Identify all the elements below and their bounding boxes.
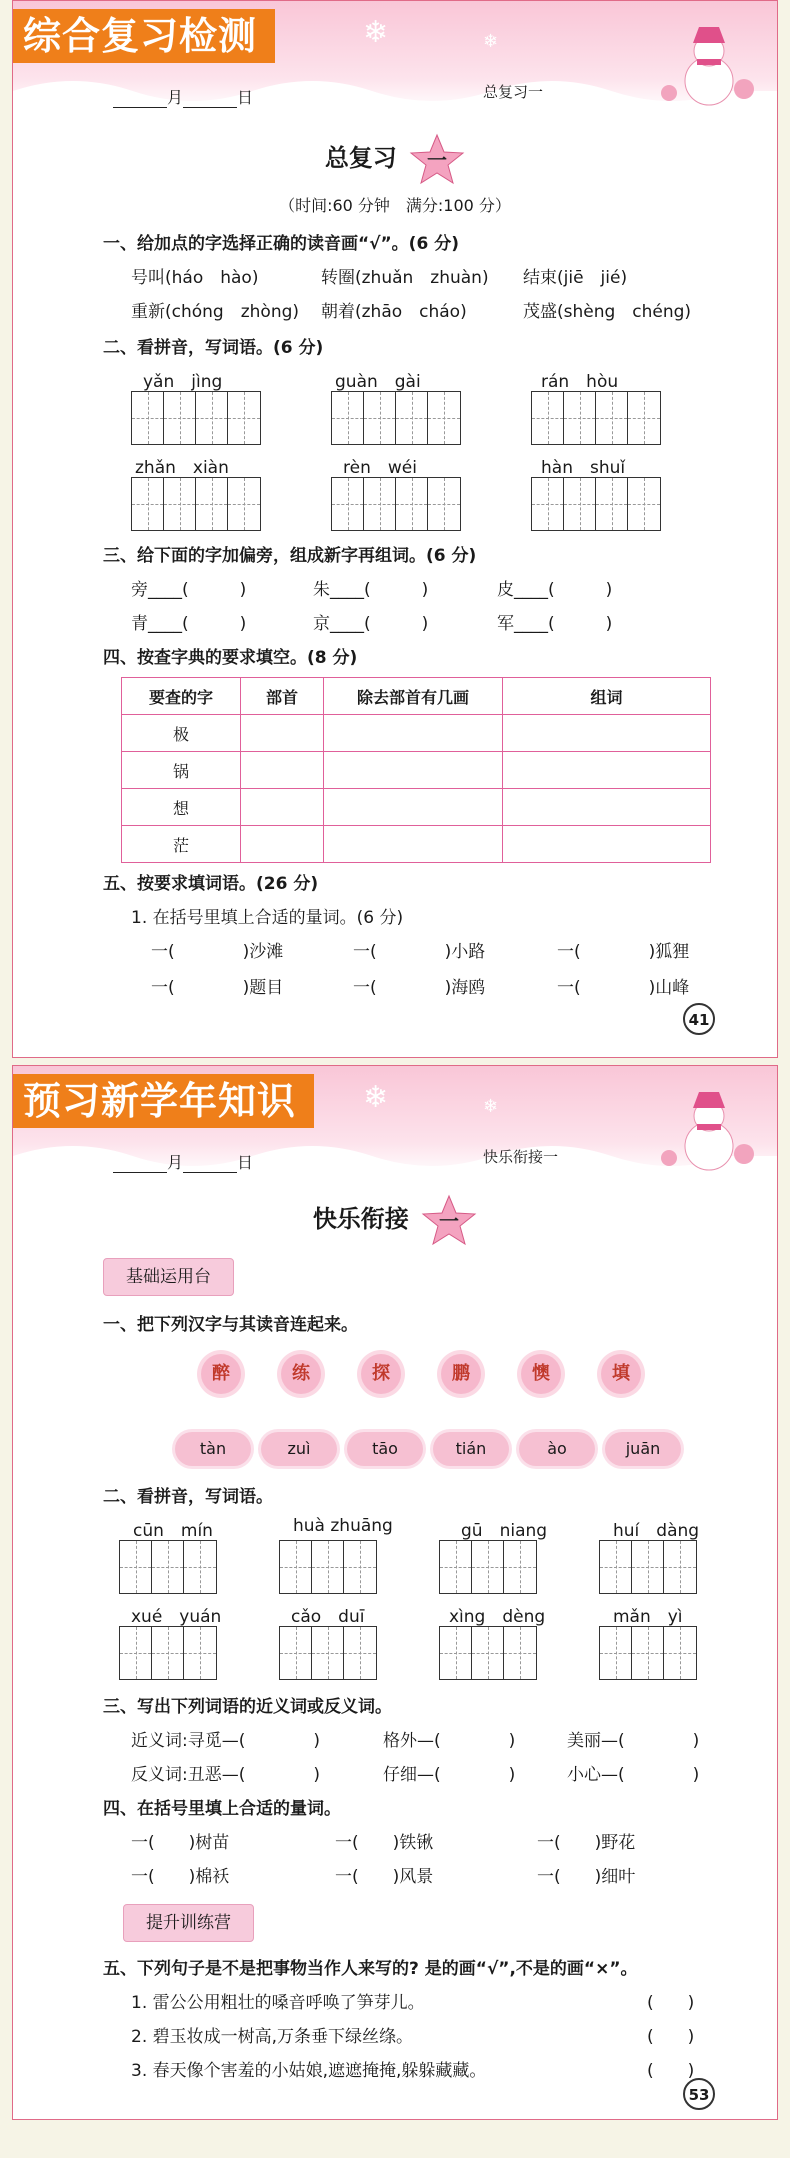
answer-cell[interactable] bbox=[324, 752, 503, 789]
month-blank[interactable] bbox=[113, 93, 167, 108]
q5-subheading: 1. 在括号里填上合适的量词。(6 分) bbox=[131, 908, 404, 928]
q3-item[interactable]: 美丽—( ) bbox=[567, 1731, 700, 1751]
char-flower[interactable]: 探 bbox=[361, 1354, 401, 1394]
pinyin-label: guàn gài bbox=[335, 372, 421, 392]
q1-item: 朝着(zhāo cháo) bbox=[321, 302, 467, 322]
table-header: 组词 bbox=[503, 678, 711, 715]
q1-item: 茂盛(shèng chéng) bbox=[523, 302, 692, 322]
writing-grid[interactable] bbox=[439, 1626, 537, 1680]
page-41 bbox=[12, 0, 778, 1058]
pinyin-pill[interactable]: tián bbox=[433, 1432, 509, 1466]
title-text: 快乐衔接 bbox=[312, 1205, 409, 1233]
pinyin-label: hàn shuǐ bbox=[541, 458, 626, 478]
answer-cell[interactable] bbox=[241, 789, 324, 826]
char-flower[interactable]: 练 bbox=[281, 1354, 321, 1394]
char-flower[interactable]: 醉 bbox=[201, 1354, 241, 1394]
char-flower[interactable]: 鹏 bbox=[441, 1354, 481, 1394]
page-53 bbox=[12, 1065, 778, 2120]
table-row bbox=[122, 826, 711, 863]
q5-item[interactable]: 一( )沙滩 bbox=[151, 942, 284, 962]
q3-item[interactable]: 军____( ) bbox=[497, 614, 613, 634]
q4-item[interactable]: 一( )棉袄 bbox=[131, 1867, 230, 1887]
q3-item[interactable]: 旁____( ) bbox=[131, 580, 247, 600]
char-flower[interactable]: 懊 bbox=[521, 1354, 561, 1394]
star-icon bbox=[409, 133, 465, 185]
writing-grid[interactable] bbox=[331, 477, 461, 531]
table-cell: 极 bbox=[122, 715, 241, 752]
snowman-illustration bbox=[649, 19, 759, 111]
table-cell: 想 bbox=[122, 789, 241, 826]
writing-grid[interactable] bbox=[119, 1540, 217, 1594]
q3-item[interactable]: 仔细—( ) bbox=[383, 1765, 516, 1785]
title-badge: 一 bbox=[427, 148, 448, 172]
month-label: 月 bbox=[167, 1153, 184, 1172]
q4-item[interactable]: 一( )树苗 bbox=[131, 1833, 230, 1853]
section-tag bbox=[483, 1146, 558, 1167]
snowflake-icon: ❄ bbox=[363, 15, 389, 50]
q2-heading: 二、看拼音，写词语。 bbox=[103, 1487, 273, 1507]
q1-item: 结束(jiē jié) bbox=[523, 268, 628, 288]
table-cell: 茫 bbox=[122, 826, 241, 863]
pinyin-pill[interactable]: ào bbox=[519, 1432, 595, 1466]
date-line bbox=[113, 1150, 253, 1173]
q3-item[interactable]: 格外—( ) bbox=[383, 1731, 516, 1751]
page-title bbox=[13, 1194, 777, 1246]
writing-grid[interactable] bbox=[531, 391, 661, 445]
dictionary-table bbox=[121, 677, 711, 863]
answer-cell[interactable] bbox=[241, 752, 324, 789]
table-header: 要查的字 bbox=[122, 678, 241, 715]
pinyin-pill[interactable]: juān bbox=[605, 1432, 681, 1466]
q5-item[interactable]: 一( )山峰 bbox=[557, 978, 690, 998]
snowflake-icon: ❄ bbox=[363, 1080, 389, 1115]
q3-heading: 三、写出下列词语的近义词或反义词。 bbox=[103, 1697, 392, 1717]
q5-item[interactable]: 一( )海鸥 bbox=[353, 978, 486, 998]
answer-cell[interactable] bbox=[241, 826, 324, 863]
table-row bbox=[122, 789, 711, 826]
q5-heading: 五、下列句子是不是把事物当作人来写的? 是的画“√”,不是的画“×”。 bbox=[103, 1959, 638, 1979]
answer-cell[interactable] bbox=[503, 752, 711, 789]
section-tag bbox=[483, 81, 543, 102]
q3-item[interactable]: 小心—( ) bbox=[567, 1765, 700, 1785]
pinyin-label: huí dàng bbox=[613, 1521, 700, 1541]
writing-grid[interactable] bbox=[131, 391, 261, 445]
q1-item: 转圈(zhuǎn zhuàn) bbox=[321, 268, 489, 288]
page-number: 53 bbox=[683, 2078, 715, 2110]
month-blank[interactable] bbox=[113, 1158, 167, 1173]
table-header: 部首 bbox=[241, 678, 324, 715]
page-title bbox=[13, 133, 777, 185]
pinyin-label: zhǎn xiàn bbox=[135, 458, 229, 478]
snowman-illustration bbox=[649, 1084, 759, 1176]
time-info: （时间:60 分钟 满分:100 分） bbox=[279, 196, 511, 215]
writing-grid[interactable] bbox=[599, 1540, 697, 1594]
table-row bbox=[122, 715, 711, 752]
pinyin-label: rèn wéi bbox=[343, 458, 417, 478]
q5-item: 2. 碧玉妆成一树高,万条垂下绿丝绦。 bbox=[131, 2027, 414, 2047]
q3-heading: 三、给下面的字加偏旁，组成新字再组词。(6 分) bbox=[103, 546, 477, 566]
day-label: 日 bbox=[237, 88, 254, 107]
date-line bbox=[113, 85, 253, 108]
answer-bracket[interactable]: ( ) bbox=[647, 1993, 695, 2013]
char-flower[interactable]: 填 bbox=[601, 1354, 641, 1394]
pinyin-label: cūn mín bbox=[133, 1521, 213, 1541]
pinyin-pill[interactable]: tàn bbox=[175, 1432, 251, 1466]
q5-item[interactable]: 一( )狐狸 bbox=[557, 942, 690, 962]
day-blank[interactable] bbox=[183, 1158, 237, 1173]
table-header: 除去部首有几画 bbox=[324, 678, 503, 715]
answer-cell[interactable] bbox=[503, 826, 711, 863]
title-text: 总复习 bbox=[324, 144, 397, 172]
page-number: 41 bbox=[683, 1003, 715, 1035]
q4-item[interactable]: 一( )野花 bbox=[537, 1833, 636, 1853]
writing-grid[interactable] bbox=[439, 1540, 537, 1594]
q2-heading: 二、看拼音，写词语。(6 分) bbox=[103, 338, 324, 358]
pinyin-label: xué yuán bbox=[131, 1607, 222, 1627]
section-tag-label: 总复习一 bbox=[483, 83, 544, 101]
q3-item[interactable]: 近义词:寻觅—( ) bbox=[131, 1731, 320, 1751]
banner-title: 综合复习检测 bbox=[13, 9, 275, 63]
writing-grid[interactable] bbox=[599, 1626, 697, 1680]
writing-grid[interactable] bbox=[531, 477, 661, 531]
writing-grid[interactable] bbox=[331, 391, 461, 445]
snowflake-icon: ❄ bbox=[483, 31, 499, 52]
day-label: 日 bbox=[237, 1153, 254, 1172]
q5-item: 3. 春天像个害羞的小姑娘,遮遮掩掩,躲躲藏藏。 bbox=[131, 2061, 487, 2081]
answer-cell[interactable] bbox=[324, 789, 503, 826]
answer-cell[interactable] bbox=[324, 826, 503, 863]
table-cell: 锅 bbox=[122, 752, 241, 789]
pinyin-pill[interactable]: tāo bbox=[347, 1432, 423, 1466]
day-blank[interactable] bbox=[183, 93, 237, 108]
pinyin-label: huà zhuāng bbox=[293, 1516, 393, 1536]
pinyin-pill[interactable]: zuì bbox=[261, 1432, 337, 1466]
writing-grid[interactable] bbox=[131, 477, 261, 531]
q5-item[interactable]: 一( )小路 bbox=[353, 942, 486, 962]
answer-bracket[interactable]: ( ) bbox=[647, 2027, 695, 2047]
q3-item[interactable]: 反义词:丑恶—( ) bbox=[131, 1765, 320, 1785]
q1-heading: 一、给加点的字选择正确的读音画“√”。(6 分) bbox=[103, 234, 459, 254]
q3-item[interactable]: 朱____( ) bbox=[313, 580, 429, 600]
q5-heading: 五、按要求填词语。(26 分) bbox=[103, 874, 319, 894]
writing-grid[interactable] bbox=[119, 1626, 217, 1680]
answer-cell[interactable] bbox=[324, 715, 503, 752]
pinyin-label: xìng dèng bbox=[449, 1607, 546, 1627]
pinyin-label: yǎn jìng bbox=[143, 372, 223, 392]
q1-item: 号叫(háo hào) bbox=[131, 268, 259, 288]
answer-cell[interactable] bbox=[503, 715, 711, 752]
writing-grid[interactable] bbox=[279, 1626, 377, 1680]
pinyin-label: rán hòu bbox=[541, 372, 619, 392]
table-row bbox=[122, 752, 711, 789]
star-icon bbox=[421, 1194, 477, 1246]
answer-cell[interactable] bbox=[503, 789, 711, 826]
q5-item: 1. 雷公公用粗壮的嗓音呼唤了笋芽儿。 bbox=[131, 1993, 425, 2013]
section-tag-label: 快乐衔接一 bbox=[483, 1148, 559, 1166]
section-ribbon: 基础运用台 bbox=[103, 1258, 234, 1296]
table-header-row bbox=[122, 678, 711, 715]
snowflake-icon: ❄ bbox=[483, 1096, 499, 1117]
q5-item[interactable]: 一( )题目 bbox=[151, 978, 284, 998]
section-ribbon: 提升训练营 bbox=[123, 1904, 254, 1942]
month-label: 月 bbox=[167, 88, 184, 107]
pinyin-label: cǎo duī bbox=[291, 1607, 365, 1627]
answer-bracket[interactable]: ( ) bbox=[647, 2061, 695, 2081]
writing-grid[interactable] bbox=[279, 1540, 377, 1594]
q1-heading: 一、把下列汉字与其读音连起来。 bbox=[103, 1315, 358, 1335]
q4-item[interactable]: 一( )细叶 bbox=[537, 1867, 636, 1887]
q3-item[interactable]: 皮____( ) bbox=[497, 580, 613, 600]
title-badge: 一 bbox=[439, 1209, 460, 1233]
q1-item: 重新(chóng zhòng) bbox=[131, 302, 300, 322]
q3-item[interactable]: 青____( ) bbox=[131, 614, 247, 634]
banner-title: 预习新学年知识 bbox=[13, 1074, 314, 1128]
answer-cell[interactable] bbox=[241, 715, 324, 752]
pinyin-label: mǎn yì bbox=[613, 1607, 683, 1627]
q4-heading: 四、在括号里填上合适的量词。 bbox=[103, 1799, 341, 1819]
q4-item[interactable]: 一( )风景 bbox=[335, 1867, 434, 1887]
q4-item[interactable]: 一( )铁锹 bbox=[335, 1833, 434, 1853]
q3-item[interactable]: 京____( ) bbox=[313, 614, 429, 634]
q4-heading: 四、按查字典的要求填空。(8 分) bbox=[103, 648, 358, 668]
pinyin-label: gū niang bbox=[461, 1521, 548, 1541]
